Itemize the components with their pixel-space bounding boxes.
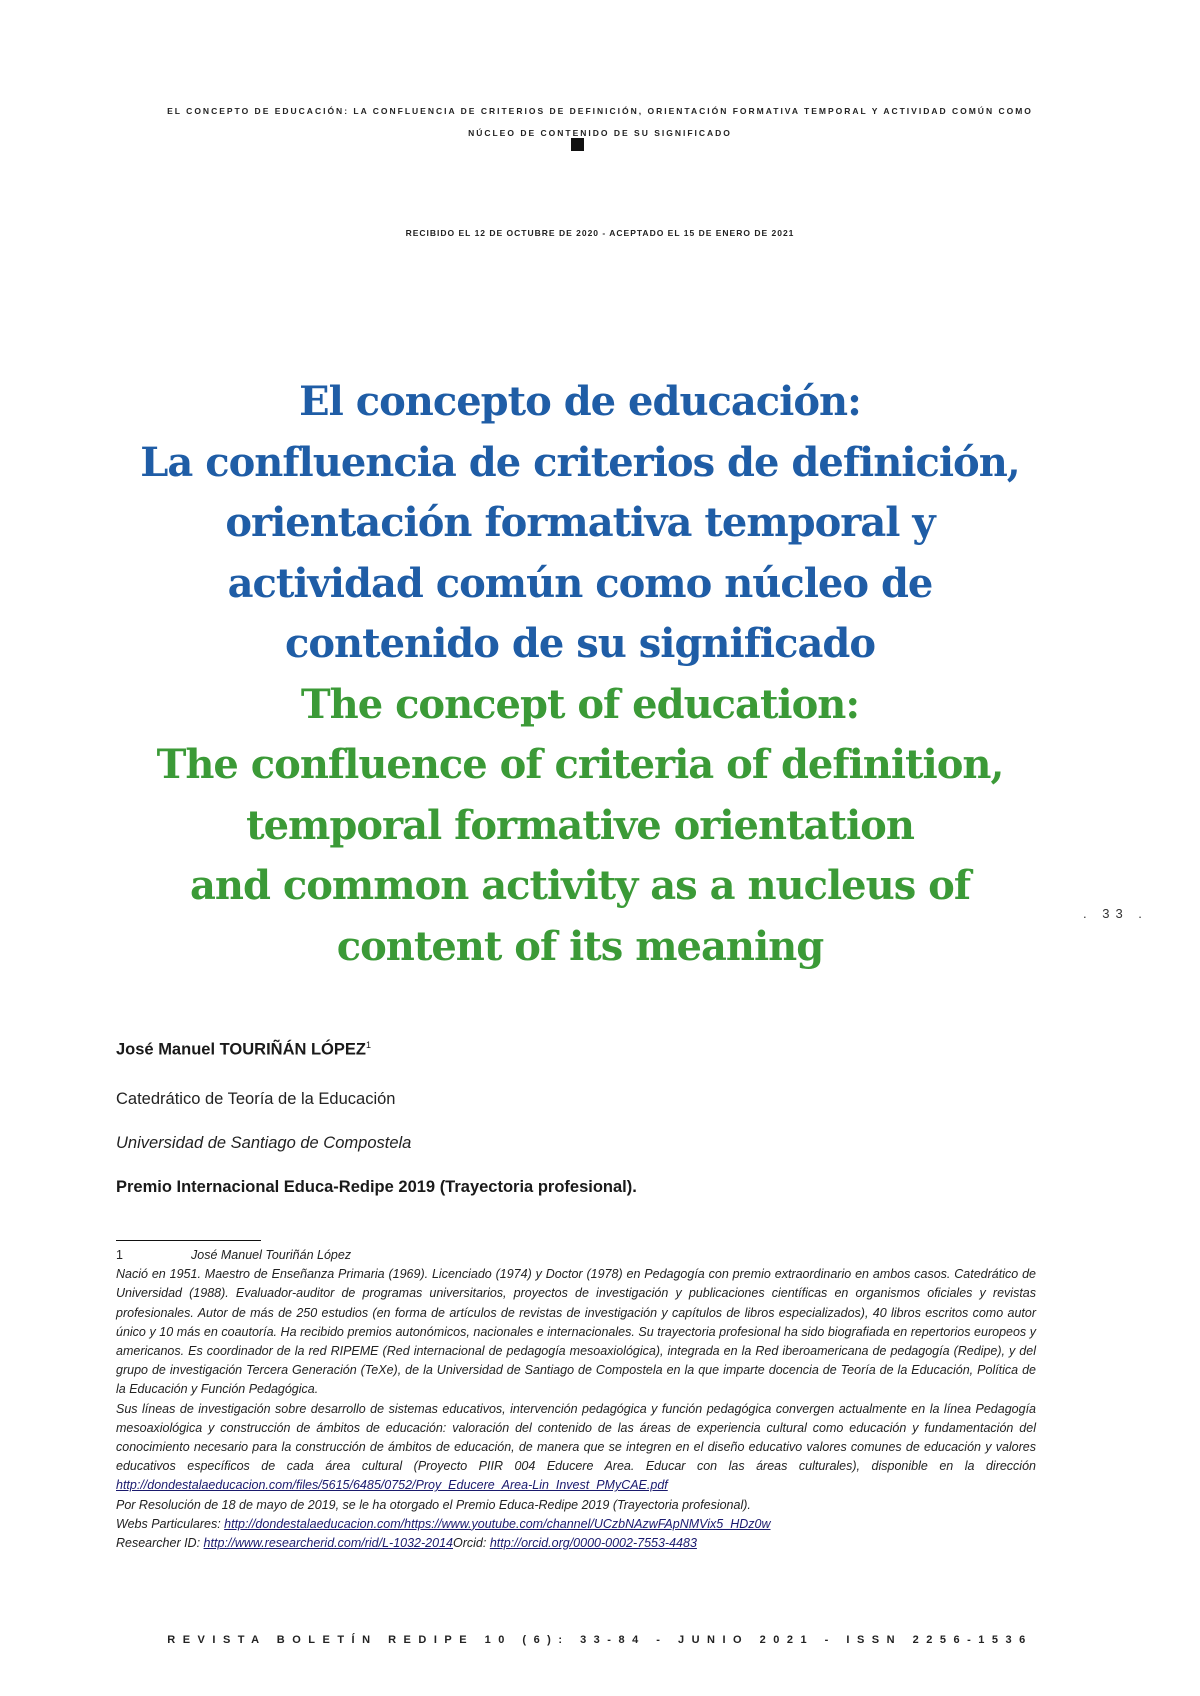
author-name-text: José Manuel TOURIÑÁN LÓPEZ (116, 1040, 366, 1059)
title-es-line: orientación formativa temporal y (225, 499, 935, 546)
title-en-line: The confluence of criteria of definition, (156, 741, 1004, 788)
orcid-link[interactable]: http://orcid.org/0000-0002-7553-4483 (489, 1536, 697, 1551)
square-ornament (571, 138, 584, 151)
journal-footer: REVISTA BOLETÍN REDIPE 10 (6): 33-84 - JUNIO 2021 - ISSN 2256-1536 (167, 1634, 1033, 1646)
author-award: Premio Internacional Educa-Redipe 2019 (Trayectoria profesional). (116, 1177, 637, 1196)
running-head-line-1: EL CONCEPTO DE EDUCACIÓN: LA CONFLUENCIA DE CRITERIOS DE DEFINICIÓN, ORIENTACIÓN FORMATIVA TEMPORAL Y ACTIVIDAD COMÚN COMO (167, 106, 1033, 116)
title-en-line: content of its meaning (336, 922, 824, 970)
project-link[interactable]: http://dondestalaeducacion.com/files/5615/6485/0752/Proy_Educere_Area-Lin_Invest_PMyCAE.pdf (116, 1478, 668, 1493)
author-university: Universidad de Santiago de Compostela (116, 1133, 412, 1152)
title-es-line: contenido de su significado (284, 620, 876, 667)
footnote-bio-2-text: Sus líneas de investigación sobre desarrollo de sistemas educativos, intervención pedagógica y función pedagógica convergen actualmente en la línea Pedagogía mesoaxiológica y construcción de ámbitos de educación: valoración del contenido de las áreas de experiencia cultural como educación y fundamentación del conocimiento necesario para la construcción de ámbitos de educación, de manera que se integren en el diseño educativo valores comunes de educación y valores educativos específicos de cada área cultural (Proyecto PIIR 004 Educere Area. Educar con las áreas culturales), disponible en la dirección (116, 1401, 1036, 1474)
footnote-ids (116, 1534, 1036, 1553)
footnote-award-line: Por Resolución de 18 de mayo de 2019, se le ha otorgado el Premio Educa-Redipe 2019 (Trayectoria profesional). (116, 1497, 751, 1512)
title-es-line: actividad común como núcleo de (227, 559, 933, 607)
researcher-id-link[interactable]: http://www.researcherid.com/rid/L-1032-2014 (203, 1536, 453, 1551)
title-en-line: temporal formative orientation (246, 801, 914, 849)
author-name (116, 1040, 1066, 1060)
author-block (116, 1040, 1066, 1197)
title-en-line: and common activity as a nucleus of (189, 862, 971, 909)
researcher-label: Researcher ID: (116, 1536, 201, 1551)
webs-label: Webs Particulares: (116, 1516, 221, 1531)
footnote-webs (116, 1515, 1036, 1534)
title-en-line: The concept of education: (300, 680, 860, 728)
title-es-line: El concepto de educación: (299, 378, 861, 425)
article-title (60, 372, 1100, 977)
website-link[interactable]: http://dondestalaeducacion.com/ (224, 1516, 405, 1531)
orcid-label: Orcid: (452, 1536, 487, 1551)
author-position: Catedrático de Teoría de la Educación (116, 1089, 396, 1108)
running-head-line-2: NÚCLEO DE CONTENIDO DE SU SIGNIFICADO (468, 128, 732, 138)
running-head (150, 100, 1050, 144)
page-number: . 33 . (1083, 906, 1148, 921)
footnote-name: José Manuel Touriñán López (191, 1248, 352, 1262)
youtube-link[interactable]: https://www.youtube.com/channel/UCzbNAzwFApNMVix5_HDz0w (404, 1516, 771, 1531)
footnote-mark[interactable]: 1 (365, 1040, 371, 1050)
footnote-bio-1: Nació en 1951. Maestro de Enseñanza Primaria (1969). Licenciado (1974) y Doctor (1978) en Pedagogía con premio extraordinario en ambos casos. Catedrático de Universidad (1988). Evaluador-auditor de programas universitarios, proyectos de investigación y publicaciones científicas en organismos oficiales y revistas profesionales. Autor de más de 250 estudios (en forma de artículos de revistas de investigación y capítulos de libros especializados), 40 libros escritos como autor único y 10 más en coautoría. Ha recibido premios autonómicos, nacionales e internacionales. Su trayectoria profesional ha sido biografiada en repertorios europeos y americanos. Es coordinador de la red RIPEME (Red internacional de pedagogía mesoaxiológica), integrada en la Red iberoamericana de pedagogía (Redipe), y del grupo de investigación Tercera Generación (TeXe), de la Universidad de Santiago de Compostela en la que imparte docencia de Teoría de la Educación, Política de la Educación y Función Pedagógica. (116, 1267, 1036, 1397)
footnote-header (116, 1246, 1036, 1265)
footnote-bio-2 (116, 1400, 1036, 1496)
footnote (116, 1246, 1036, 1553)
footnote-number: 1 (116, 1248, 123, 1262)
footnote-separator (116, 1240, 261, 1241)
received-accepted-dates: RECIBIDO EL 12 DE OCTUBRE DE 2020 - ACEPTADO EL 15 DE ENERO DE 2021 (405, 228, 795, 238)
title-es-line: La confluencia de criterios de definición, (140, 438, 1020, 486)
